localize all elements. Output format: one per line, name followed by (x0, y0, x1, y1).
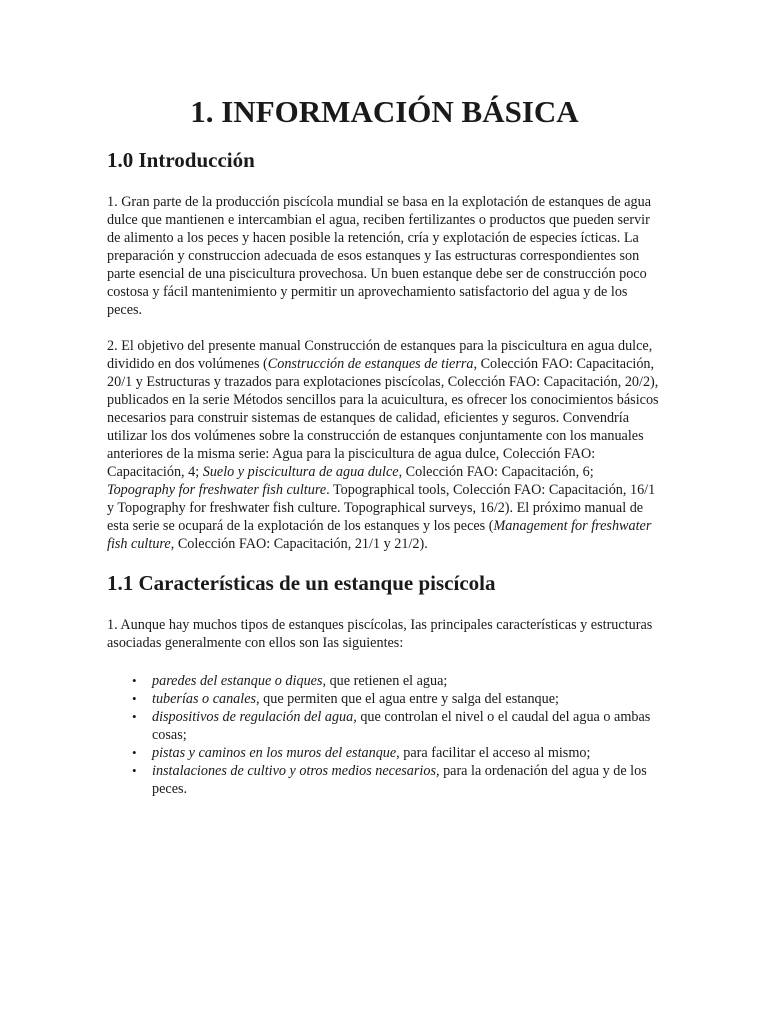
bullet-list (107, 672, 662, 798)
list-item-italic: paredes del estanque o diques, (152, 673, 327, 689)
section-heading-introduccion: 1.0 Introducción (107, 148, 255, 172)
text-run: , Colección FAO: Capacitación, 21/1 y 21/2). (170, 536, 428, 552)
list-item-italic: pistas y caminos en los muros del estanque, (152, 745, 400, 761)
bullet-icon: • (132, 745, 137, 760)
list-item-text: que retienen el agua; (326, 673, 448, 689)
list-item-text: para la ordenación del agua y de los peces. (152, 763, 647, 797)
italic-title: Construcción de estanques de tierra (267, 356, 474, 372)
list-item (132, 744, 662, 762)
bullet-icon: • (132, 709, 137, 724)
text-run: 2. El objetivo del presente manual Construcción de estanques para la piscicultura en agua dulce, dividido en dos volúmenes ( (107, 338, 653, 372)
list-item (132, 690, 662, 708)
list-item-italic: instalaciones de cultivo y otros medios necesarios, (152, 763, 440, 779)
bullet-icon: • (132, 763, 137, 778)
list-item (132, 672, 662, 690)
list-item (132, 762, 662, 798)
section-heading-caracteristicas: 1.1 Características de un estanque piscícola (107, 571, 496, 595)
paragraph-intro-1: 1. Gran parte de la producción piscícola mundial se basa en la explotación de estanques de agua dulce que mantienen e intercambian el agua, reciben fertilizantes o productos que pueden servir de alimento a los peces y hacen posible la retención, cría y explotación de especies ícticas. La preparación y construccion adecuada de esos estanques y Ias estructuras correspondientes son parte esencial de una piscicultura provechosa. Un buen estanque debe ser de construcción poco costosa y fácil mantenimiento y permitir un aprovechamiento satisfactorio del agua y de los peces. (107, 194, 652, 318)
list-item-italic: tuberías o canales, (152, 691, 260, 707)
paragraph-caract-1: 1. Aunque hay muchos tipos de estanques piscícolas, Ias principales características y estructuras asociadas generalmente con ellos son Ias siguientes: (107, 617, 653, 651)
italic-title: Suelo y piscicultura de agua dulce (202, 464, 399, 480)
list-item-text: que permiten que el agua entre y salga del estanque; (259, 691, 559, 707)
italic-title: Management for freshwater fish culture (107, 518, 652, 552)
list-item-italic: dispositivos de regulación del agua, (152, 709, 357, 725)
paragraph-intro-2 (107, 337, 662, 553)
bullet-icon: • (132, 673, 137, 688)
page-title: 1. INFORMACIÓN BÁSICA (190, 94, 579, 129)
bullet-icon: • (132, 691, 137, 706)
italic-title: Topography for freshwater fish culture (107, 482, 327, 498)
text-run: , Colección FAO: Capacitación, 6; (398, 464, 594, 480)
list-item (132, 708, 662, 744)
text-run: . Topographical tools, Colección FAO: Capacitación, 16/1 y Topography for freshwater fish culture. Topographical surveys, 16/2). El próximo manual de esta serie se ocupará de la explotación de los estanques y los peces ( (107, 482, 656, 534)
list-item-text: para facilitar el acceso al mismo; (399, 745, 591, 761)
text-run: , Colección FAO: Capacitación, 20/1 y Estructuras y trazados para explotaciones piscícolas, Colección FAO: Capacitación, 20/2), publicados en la serie Métodos sencillos para la acuicultura, es ofrecer los conocimientos básicos necesarios para construir sistemas de estanques de calidad, eficientes y seguros. Convendría utilizar los dos volúmenes sobre la construcción de estanques conjuntamente con los manuales anteriores de la misma serie: Agua para la piscicultura de agua dulce, Colección FAO: Capacitación, 4; (107, 356, 659, 480)
list-item-text: que controlan el nivel o el caudal del agua o ambas cosas; (152, 709, 651, 743)
